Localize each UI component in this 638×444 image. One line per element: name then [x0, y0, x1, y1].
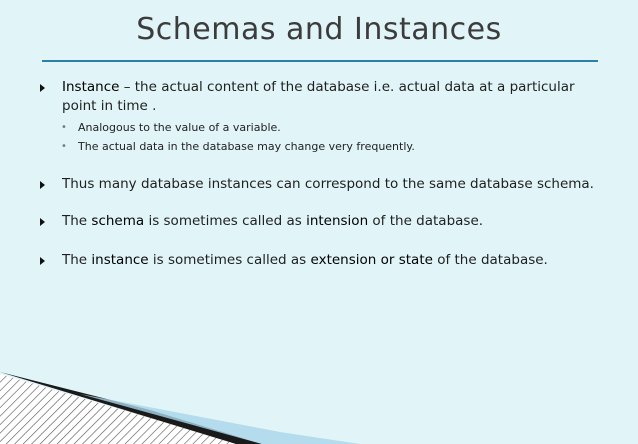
keyword-instance: instance	[91, 252, 149, 268]
keyword-intension: intension	[306, 213, 369, 229]
keyword-extension-or-state: extension or state	[310, 252, 433, 268]
slide-title: Schemas and Instances	[136, 12, 502, 47]
subbullet-text: Analogous to the value of a variable.	[78, 121, 281, 134]
bullet-text: Thus many database instances can correspond to the same database schema.	[62, 176, 594, 192]
keyword-schema: schema	[91, 213, 145, 229]
bullet-text-part: The	[62, 252, 92, 268]
sub-bullet-dot-icon: •	[61, 122, 67, 133]
keyword-instance: Instance	[62, 79, 120, 95]
bullet-text-part: is sometimes called as	[148, 252, 311, 268]
bullet-text-part: is sometimes called as	[144, 213, 307, 229]
bullet-text: – the actual content of the database i.e. actual data at a particular point in time .	[62, 79, 575, 114]
bullet-text-part: of the database.	[368, 213, 484, 229]
bullet-text-part: The	[62, 213, 92, 229]
sub-bullet-dot-icon: •	[61, 141, 67, 152]
bullet-text-part: of the database.	[432, 252, 548, 268]
subbullet-text: The actual data in the database may change very frequently.	[78, 140, 415, 153]
